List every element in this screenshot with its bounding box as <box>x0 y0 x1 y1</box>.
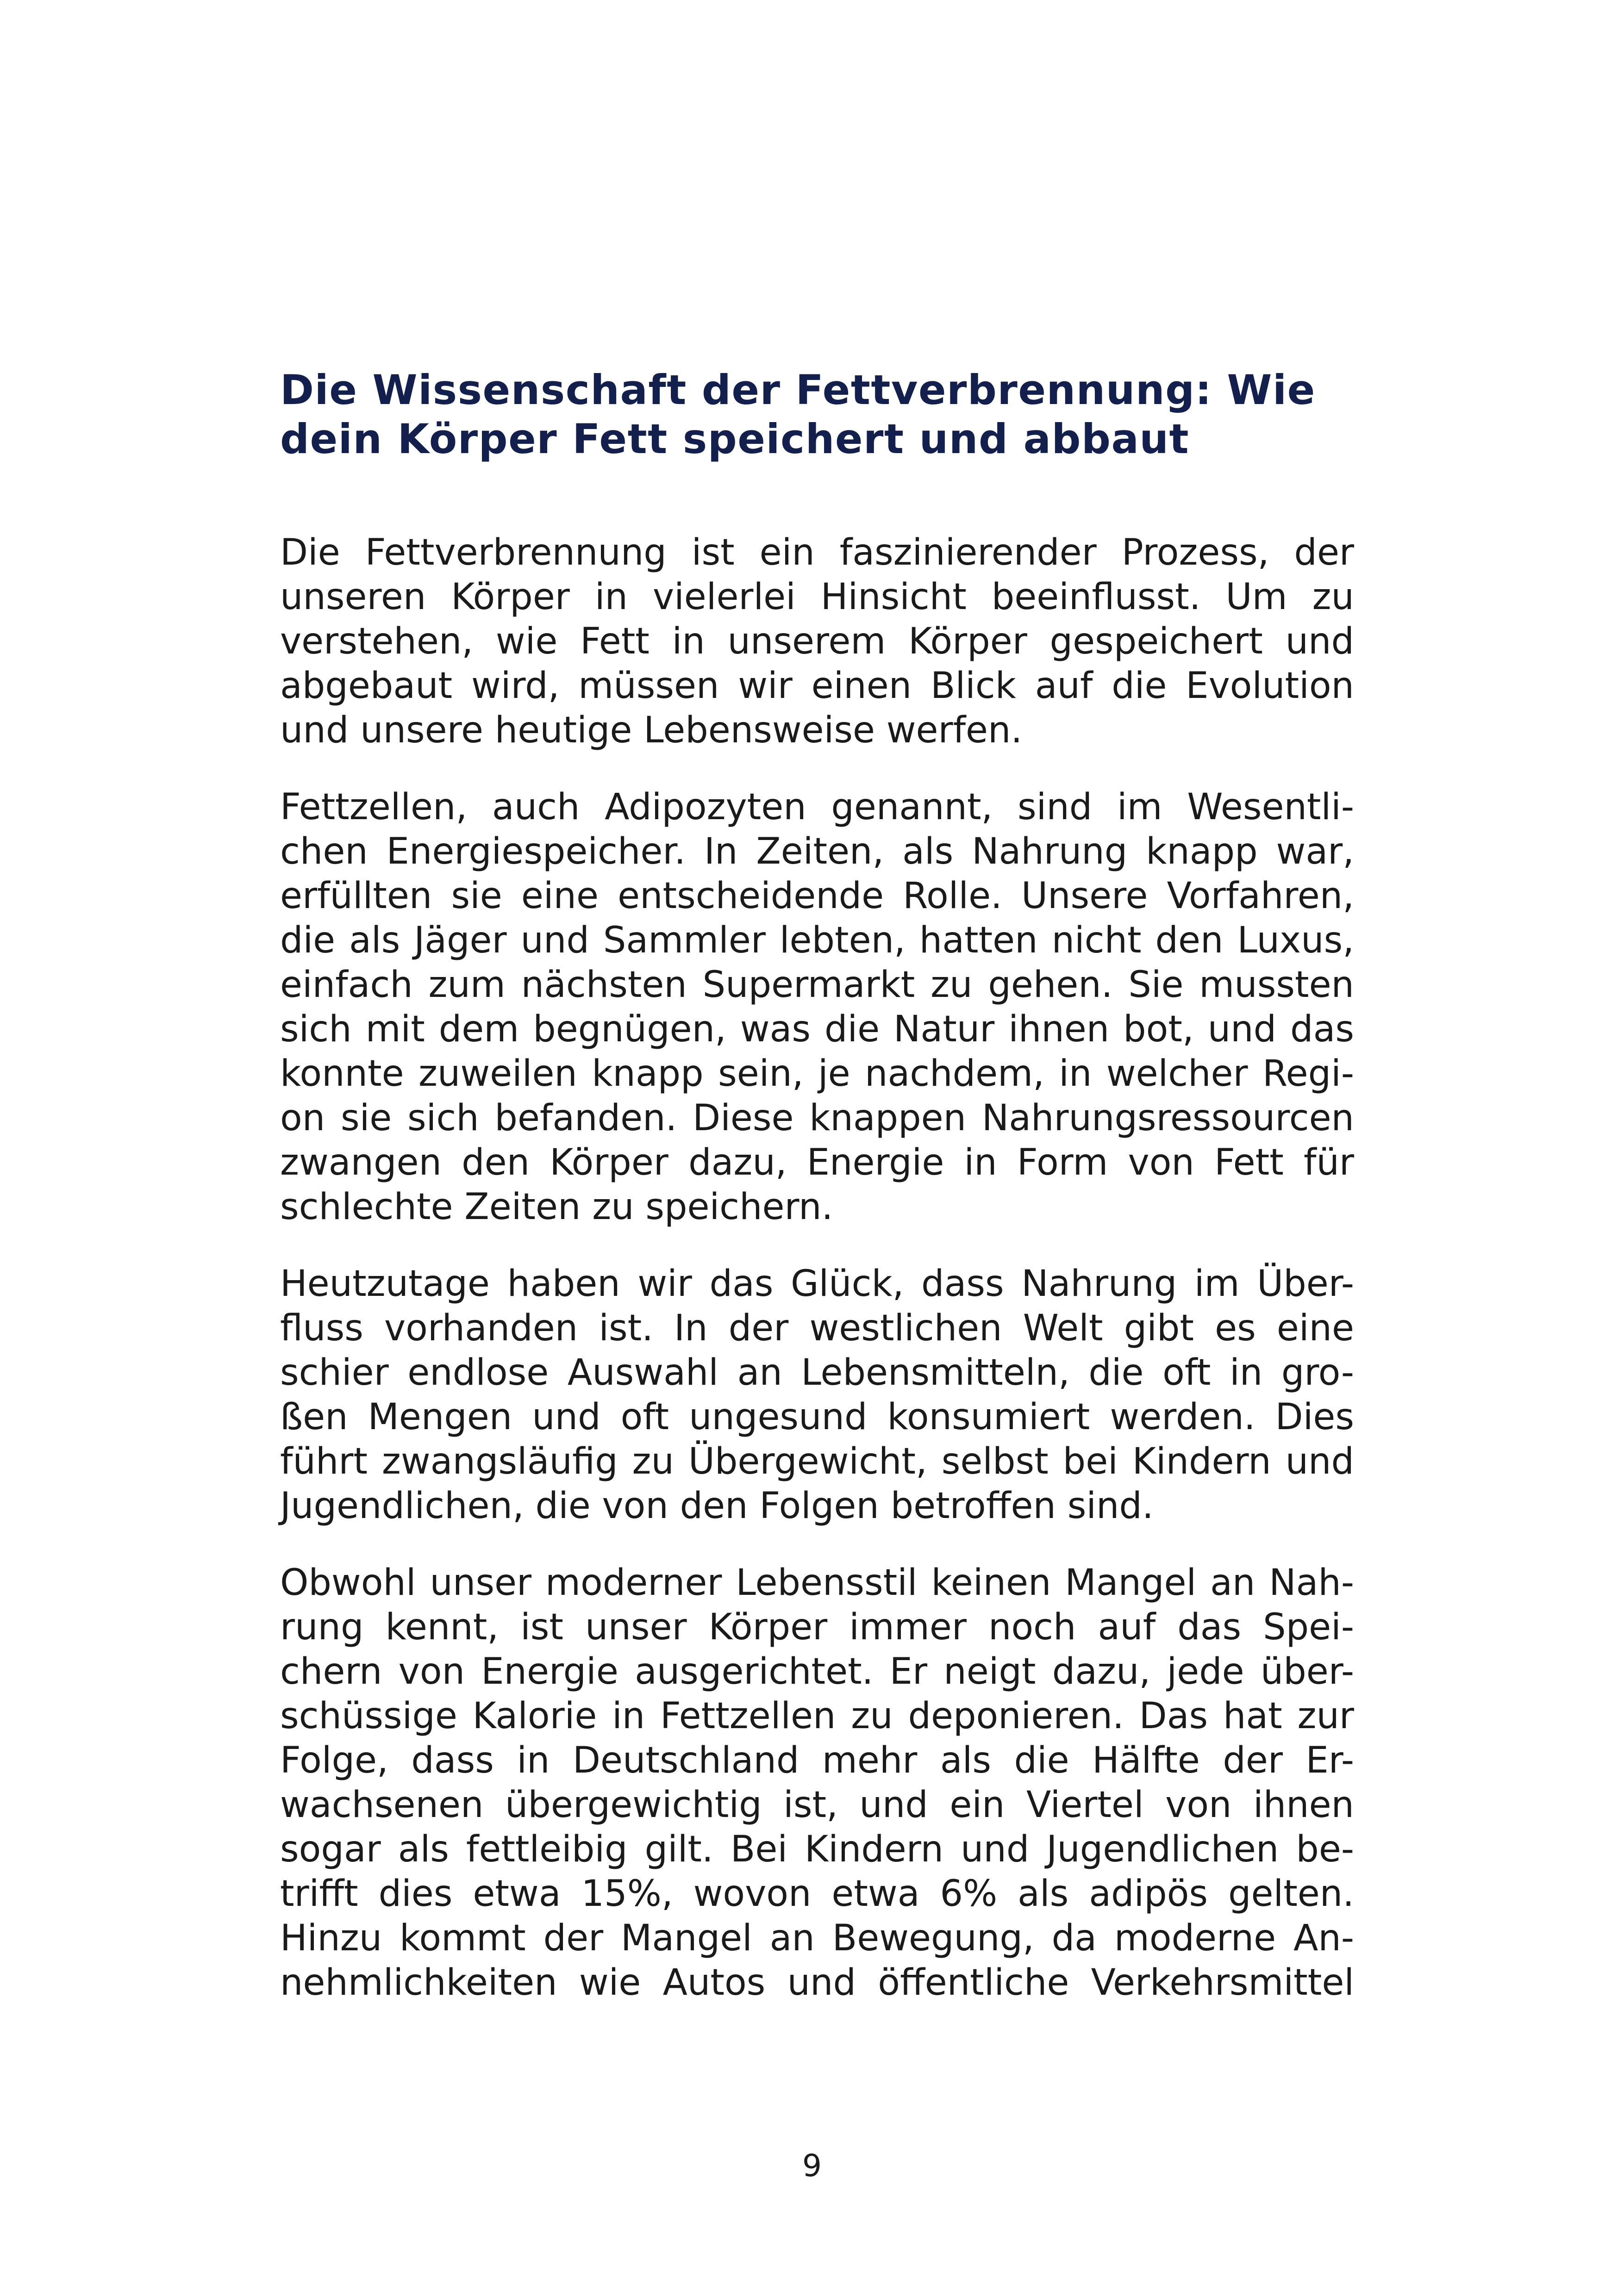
text-line: führt zwangsläufig zu Übergewicht, selbst bei Kindern und <box>280 1441 1354 1482</box>
text-line: abgebaut wird, müssen wir einen Blick auf die Evolution <box>280 665 1354 707</box>
text-line: konnte zuweilen knapp sein, je nachdem, in welcher Regi- <box>280 1053 1354 1095</box>
chapter-heading-line: Die Wissenschaft der Fettverbrennung: Wie <box>280 366 1316 414</box>
text-line: chern von Energie ausgerichtet. Er neigt dazu, jede über- <box>280 1651 1354 1692</box>
text-line: erfüllten sie eine entscheidende Rolle. Unsere Vorfahren, <box>280 875 1354 917</box>
text-line: on sie sich befanden. Diese knappen Nahrungsressourcen <box>280 1097 1354 1139</box>
text-line: und unsere heutige Lebensweise werfen. <box>280 709 1023 751</box>
text-line: die als Jäger und Sammler lebten, hatten nicht den Luxus, <box>280 920 1354 961</box>
text-line: trifft dies etwa 15%, wovon etwa 6% als adipös gelten. <box>280 1873 1354 1915</box>
text-line: verstehen, wie Fett in unserem Körper gespeichert und <box>280 621 1354 662</box>
chapter-heading-line: dein Körper Fett speichert und abbaut <box>280 415 1190 463</box>
paragraph-2 <box>280 785 1354 1229</box>
text-line: fluss vorhanden ist. In der westlichen Welt gibt es eine <box>280 1307 1354 1349</box>
text-line: ßen Mengen und oft ungesund konsumiert werden. Dies <box>280 1396 1354 1438</box>
text-line: Folge, dass in Deutschland mehr als die Hälfte der Er- <box>280 1740 1354 1781</box>
paragraph-3 <box>280 1262 1354 1528</box>
text-line: chen Energiespeicher. In Zeiten, als Nahrung knapp war, <box>280 831 1354 872</box>
paragraph-4 <box>280 1561 1354 2005</box>
text-line: schlechte Zeiten zu speichern. <box>280 1186 833 1228</box>
text-line: Jugendlichen, die von den Folgen betroffen sind. <box>280 1485 1154 1527</box>
text-line: Heutzutage haben wir das Glück, dass Nahrung im Über- <box>280 1263 1354 1305</box>
text-line: sogar als fettleibig gilt. Bei Kindern und Jugendlichen be- <box>280 1829 1354 1870</box>
text-line: sich mit dem begnügen, was die Natur ihnen bot, und das <box>280 1008 1354 1050</box>
text-line: nehmlichkeiten wie Autos und öffentliche Verkehrsmittel <box>280 1962 1354 2004</box>
text-line: wachsenen übergewichtig ist, und ein Viertel von ihnen <box>280 1784 1354 1826</box>
text-line: schüssige Kalorie in Fettzellen zu deponieren. Das hat zur <box>280 1695 1354 1737</box>
text-line: einfach zum nächsten Supermarkt zu gehen. Sie mussten <box>280 964 1354 1006</box>
text-line: schier endlose Auswahl an Lebensmitteln, die oft in gro- <box>280 1352 1354 1394</box>
chapter-heading <box>280 366 1359 464</box>
text-line: rung kennt, ist unser Körper immer noch auf das Spei- <box>280 1606 1354 1648</box>
text-line: Fettzellen, auch Adipozyten genannt, sind im Wesentli- <box>280 786 1354 828</box>
text-line: Die Fettverbrennung ist ein faszinierender Prozess, der <box>280 532 1354 573</box>
paragraph-1 <box>280 530 1354 753</box>
text-line: unseren Körper in vielerlei Hinsicht beeinflusst. Um zu <box>280 576 1354 618</box>
text-line: zwangen den Körper dazu, Energie in Form von Fett für <box>280 1142 1354 1183</box>
body-text <box>280 530 1354 2037</box>
text-line: Hinzu kommt der Mangel an Bewegung, da moderne An- <box>280 1917 1354 1959</box>
text-line: Obwohl unser moderner Lebensstil keinen Mangel an Nah- <box>280 1562 1354 1604</box>
page-number: 9 <box>802 2148 822 2184</box>
